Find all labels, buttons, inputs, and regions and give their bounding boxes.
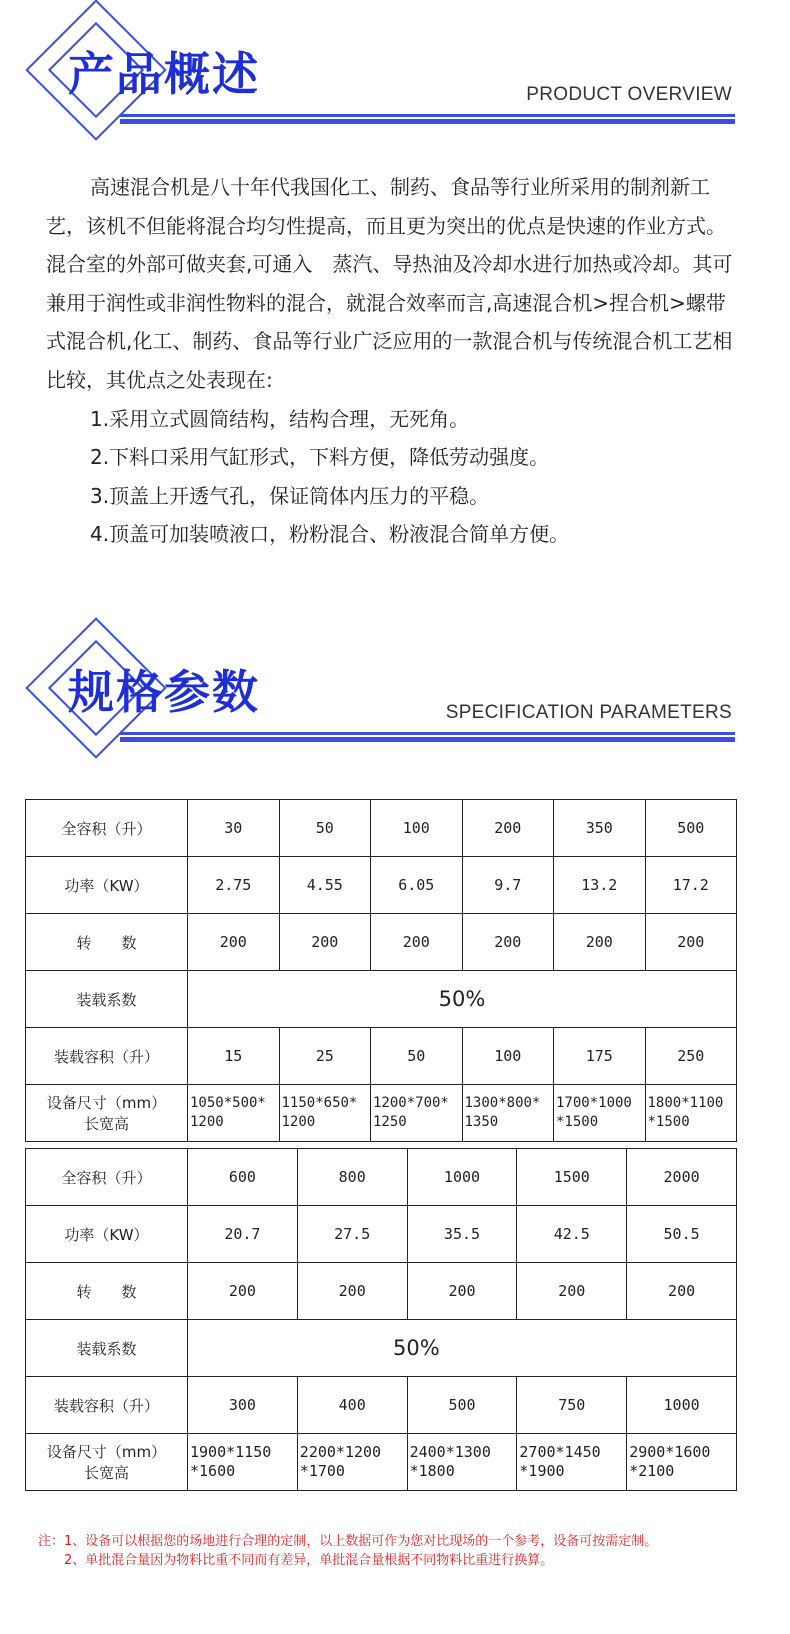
- row-label: 功率（KW）: [26, 1206, 188, 1263]
- dim-line: *1500: [556, 1114, 599, 1130]
- dim-line: *1900: [519, 1462, 565, 1480]
- note-line: 注：1、设备可以根据您的场地进行合理的定制，以上数据可作为您对比现场的一个参考，设备可按需定制。: [38, 1534, 658, 1549]
- table-cell: 50: [279, 800, 371, 857]
- table-cell: [517, 1434, 627, 1491]
- table-row: [26, 971, 737, 1028]
- feature-item: 1.采用立式圆筒结构，结构合理，无死角。: [90, 406, 470, 431]
- table-cell: 500: [407, 1377, 517, 1434]
- table-cell: 27.5: [297, 1206, 407, 1263]
- load-factor-cell: 50%: [188, 1320, 737, 1377]
- section-divider: [120, 114, 735, 124]
- dim-label-sub: 长宽高: [83, 1115, 129, 1133]
- dim-line: *2100: [629, 1462, 675, 1480]
- table-cell: 200: [407, 1263, 517, 1320]
- row-label: 装载容积（升）: [26, 1028, 188, 1085]
- row-label: 转 数: [26, 914, 188, 971]
- table-cell: [188, 1085, 280, 1142]
- table-cell: 15: [188, 1028, 280, 1085]
- table-cell: [279, 1085, 371, 1142]
- table-cell: 17.2: [645, 857, 737, 914]
- dim-label-sub: 长宽高: [83, 1464, 129, 1482]
- dim-line: 2400*1300: [409, 1443, 491, 1461]
- table-row: [26, 1434, 737, 1491]
- table-cell: 50: [371, 1028, 463, 1085]
- note-line: 2、单批混合量因为物料比重不同而有差异，单批混合量根据不同物料比重进行换算。: [38, 1553, 554, 1568]
- dim-line: 1300*800*: [464, 1095, 541, 1111]
- dim-line: *1800: [409, 1462, 455, 1480]
- dim-line: 2200*1200: [299, 1443, 382, 1461]
- table-cell: 400: [297, 1377, 407, 1434]
- table-cell: 1000: [407, 1149, 517, 1206]
- table-cell: [407, 1434, 517, 1491]
- table-cell: 175: [554, 1028, 646, 1085]
- table-cell: 200: [188, 914, 280, 971]
- table-cell: 200: [627, 1263, 737, 1320]
- dim-line: *1700: [299, 1462, 345, 1480]
- dim-line: 1200*700*: [373, 1095, 449, 1111]
- table-cell: 6.05: [371, 857, 463, 914]
- intro-text: [46, 168, 736, 554]
- feature-item: 2.下料口采用气缸形式，下料方便，降低劳动强度。: [90, 445, 550, 470]
- table-cell: 600: [188, 1149, 298, 1206]
- table-row: [26, 1320, 737, 1377]
- table-cell: [371, 1085, 463, 1142]
- dim-line: 1200: [190, 1114, 224, 1130]
- table-row: [26, 1263, 737, 1320]
- row-label: 装载系数: [26, 1320, 188, 1377]
- section-subtitle: SPECIFICATION PARAMETERS: [445, 702, 732, 723]
- dim-line: 1250: [373, 1114, 407, 1130]
- spec-table-2: [25, 1148, 737, 1491]
- row-label: 转 数: [26, 1263, 188, 1320]
- dim-line: 1350: [464, 1114, 499, 1130]
- load-factor-cell: 50%: [188, 971, 737, 1028]
- feature-item: 4.顶盖可加装喷液口，粉粉混合、粉液混合简单方便。: [90, 522, 570, 547]
- table-cell: 25: [279, 1028, 371, 1085]
- table-cell: 350: [554, 800, 646, 857]
- table-cell: 1500: [517, 1149, 627, 1206]
- table-cell: 200: [279, 914, 371, 971]
- dim-line: *1500: [647, 1114, 690, 1130]
- table-cell: 200: [554, 914, 646, 971]
- table-cell: 200: [188, 1263, 298, 1320]
- table-cell: 200: [462, 914, 554, 971]
- dim-line: 1200: [281, 1114, 316, 1130]
- table-row: [26, 1206, 737, 1263]
- table-cell: 42.5: [517, 1206, 627, 1263]
- dim-line: *1600: [190, 1462, 236, 1480]
- notes: [38, 1532, 758, 1570]
- dim-line: 1050*500*: [190, 1095, 266, 1111]
- table-cell: 1000: [627, 1377, 737, 1434]
- table-cell: 200: [297, 1263, 407, 1320]
- table-cell: 200: [371, 914, 463, 971]
- table-row: [26, 1085, 737, 1142]
- dim-line: 2900*1600: [629, 1443, 711, 1461]
- row-label: 装载系数: [26, 971, 188, 1028]
- table-row: [26, 857, 737, 914]
- table-cell: [645, 1085, 737, 1142]
- table-cell: 100: [371, 800, 463, 857]
- table-row: [26, 914, 737, 971]
- row-label: 全容积（升）: [26, 800, 188, 857]
- dim-line: 2700*1450: [519, 1443, 601, 1461]
- table-cell: 9.7: [462, 857, 554, 914]
- table-cell: 50.5: [627, 1206, 737, 1263]
- table-row: [26, 1028, 737, 1085]
- spec-table-1: [25, 799, 737, 1142]
- row-label: [26, 1434, 188, 1491]
- table-cell: 100: [462, 1028, 554, 1085]
- table-cell: 2.75: [188, 857, 280, 914]
- row-label: 装载容积（升）: [26, 1377, 188, 1434]
- table-cell: 750: [517, 1377, 627, 1434]
- dim-label: 设备尺寸（mm）: [46, 1094, 167, 1112]
- dim-line: 1900*1150: [190, 1443, 272, 1461]
- table-cell: [297, 1434, 407, 1491]
- table-cell: 250: [645, 1028, 737, 1085]
- table-cell: 200: [462, 800, 554, 857]
- table-cell: 200: [517, 1263, 627, 1320]
- section-title: 规格参数: [68, 665, 260, 719]
- table-row: [26, 1149, 737, 1206]
- row-label: 全容积（升）: [26, 1149, 188, 1206]
- table-row: [26, 1377, 737, 1434]
- row-label: [26, 1085, 188, 1142]
- row-label: 功率（KW）: [26, 857, 188, 914]
- section-header-overview: [0, 14, 790, 144]
- table-cell: [188, 1434, 298, 1491]
- table-cell: [554, 1085, 646, 1142]
- table-cell: [627, 1434, 737, 1491]
- dim-label: 设备尺寸（mm）: [46, 1443, 167, 1461]
- table-row: [26, 800, 737, 857]
- table-cell: 4.55: [279, 857, 371, 914]
- table-cell: 800: [297, 1149, 407, 1206]
- dim-line: 1150*650*: [281, 1095, 358, 1111]
- table-cell: 200: [645, 914, 737, 971]
- table-cell: 20.7: [188, 1206, 298, 1263]
- dim-line: 1700*1000: [556, 1095, 632, 1111]
- table-cell: 35.5: [407, 1206, 517, 1263]
- table-cell: 500: [645, 800, 737, 857]
- section-subtitle: PRODUCT OVERVIEW: [526, 84, 732, 105]
- table-cell: 13.2: [554, 857, 646, 914]
- table-cell: 30: [188, 800, 280, 857]
- dim-line: 1800*1100: [647, 1095, 724, 1111]
- feature-item: 3.顶盖上开透气孔，保证筒体内压力的平稳。: [90, 483, 490, 508]
- table-cell: 2000: [627, 1149, 737, 1206]
- section-title: 产品概述: [68, 47, 260, 101]
- section-divider: [120, 732, 735, 742]
- table-cell: 300: [188, 1377, 298, 1434]
- section-header-spec: [0, 632, 790, 762]
- table-cell: [462, 1085, 554, 1142]
- intro-paragraph: 高速混合机是八十年代我国化工、制药、食品等行业所采用的制剂新工艺，该机不但能将混合均匀性提高，而且更为突出的优点是快速的作业方式。混合室的外部可做夹套,可通入 蒸汽、导热油及冷却水进行加热或冷却。其可兼用于润性或非润性物料的混合，就混合效率而言,高速混合机>捏合机>螺带式混合机,化工、制药、食品等行业广泛应用的一款混合机与传统混合机工艺相比较，其优点之处表现在:: [46, 175, 733, 392]
